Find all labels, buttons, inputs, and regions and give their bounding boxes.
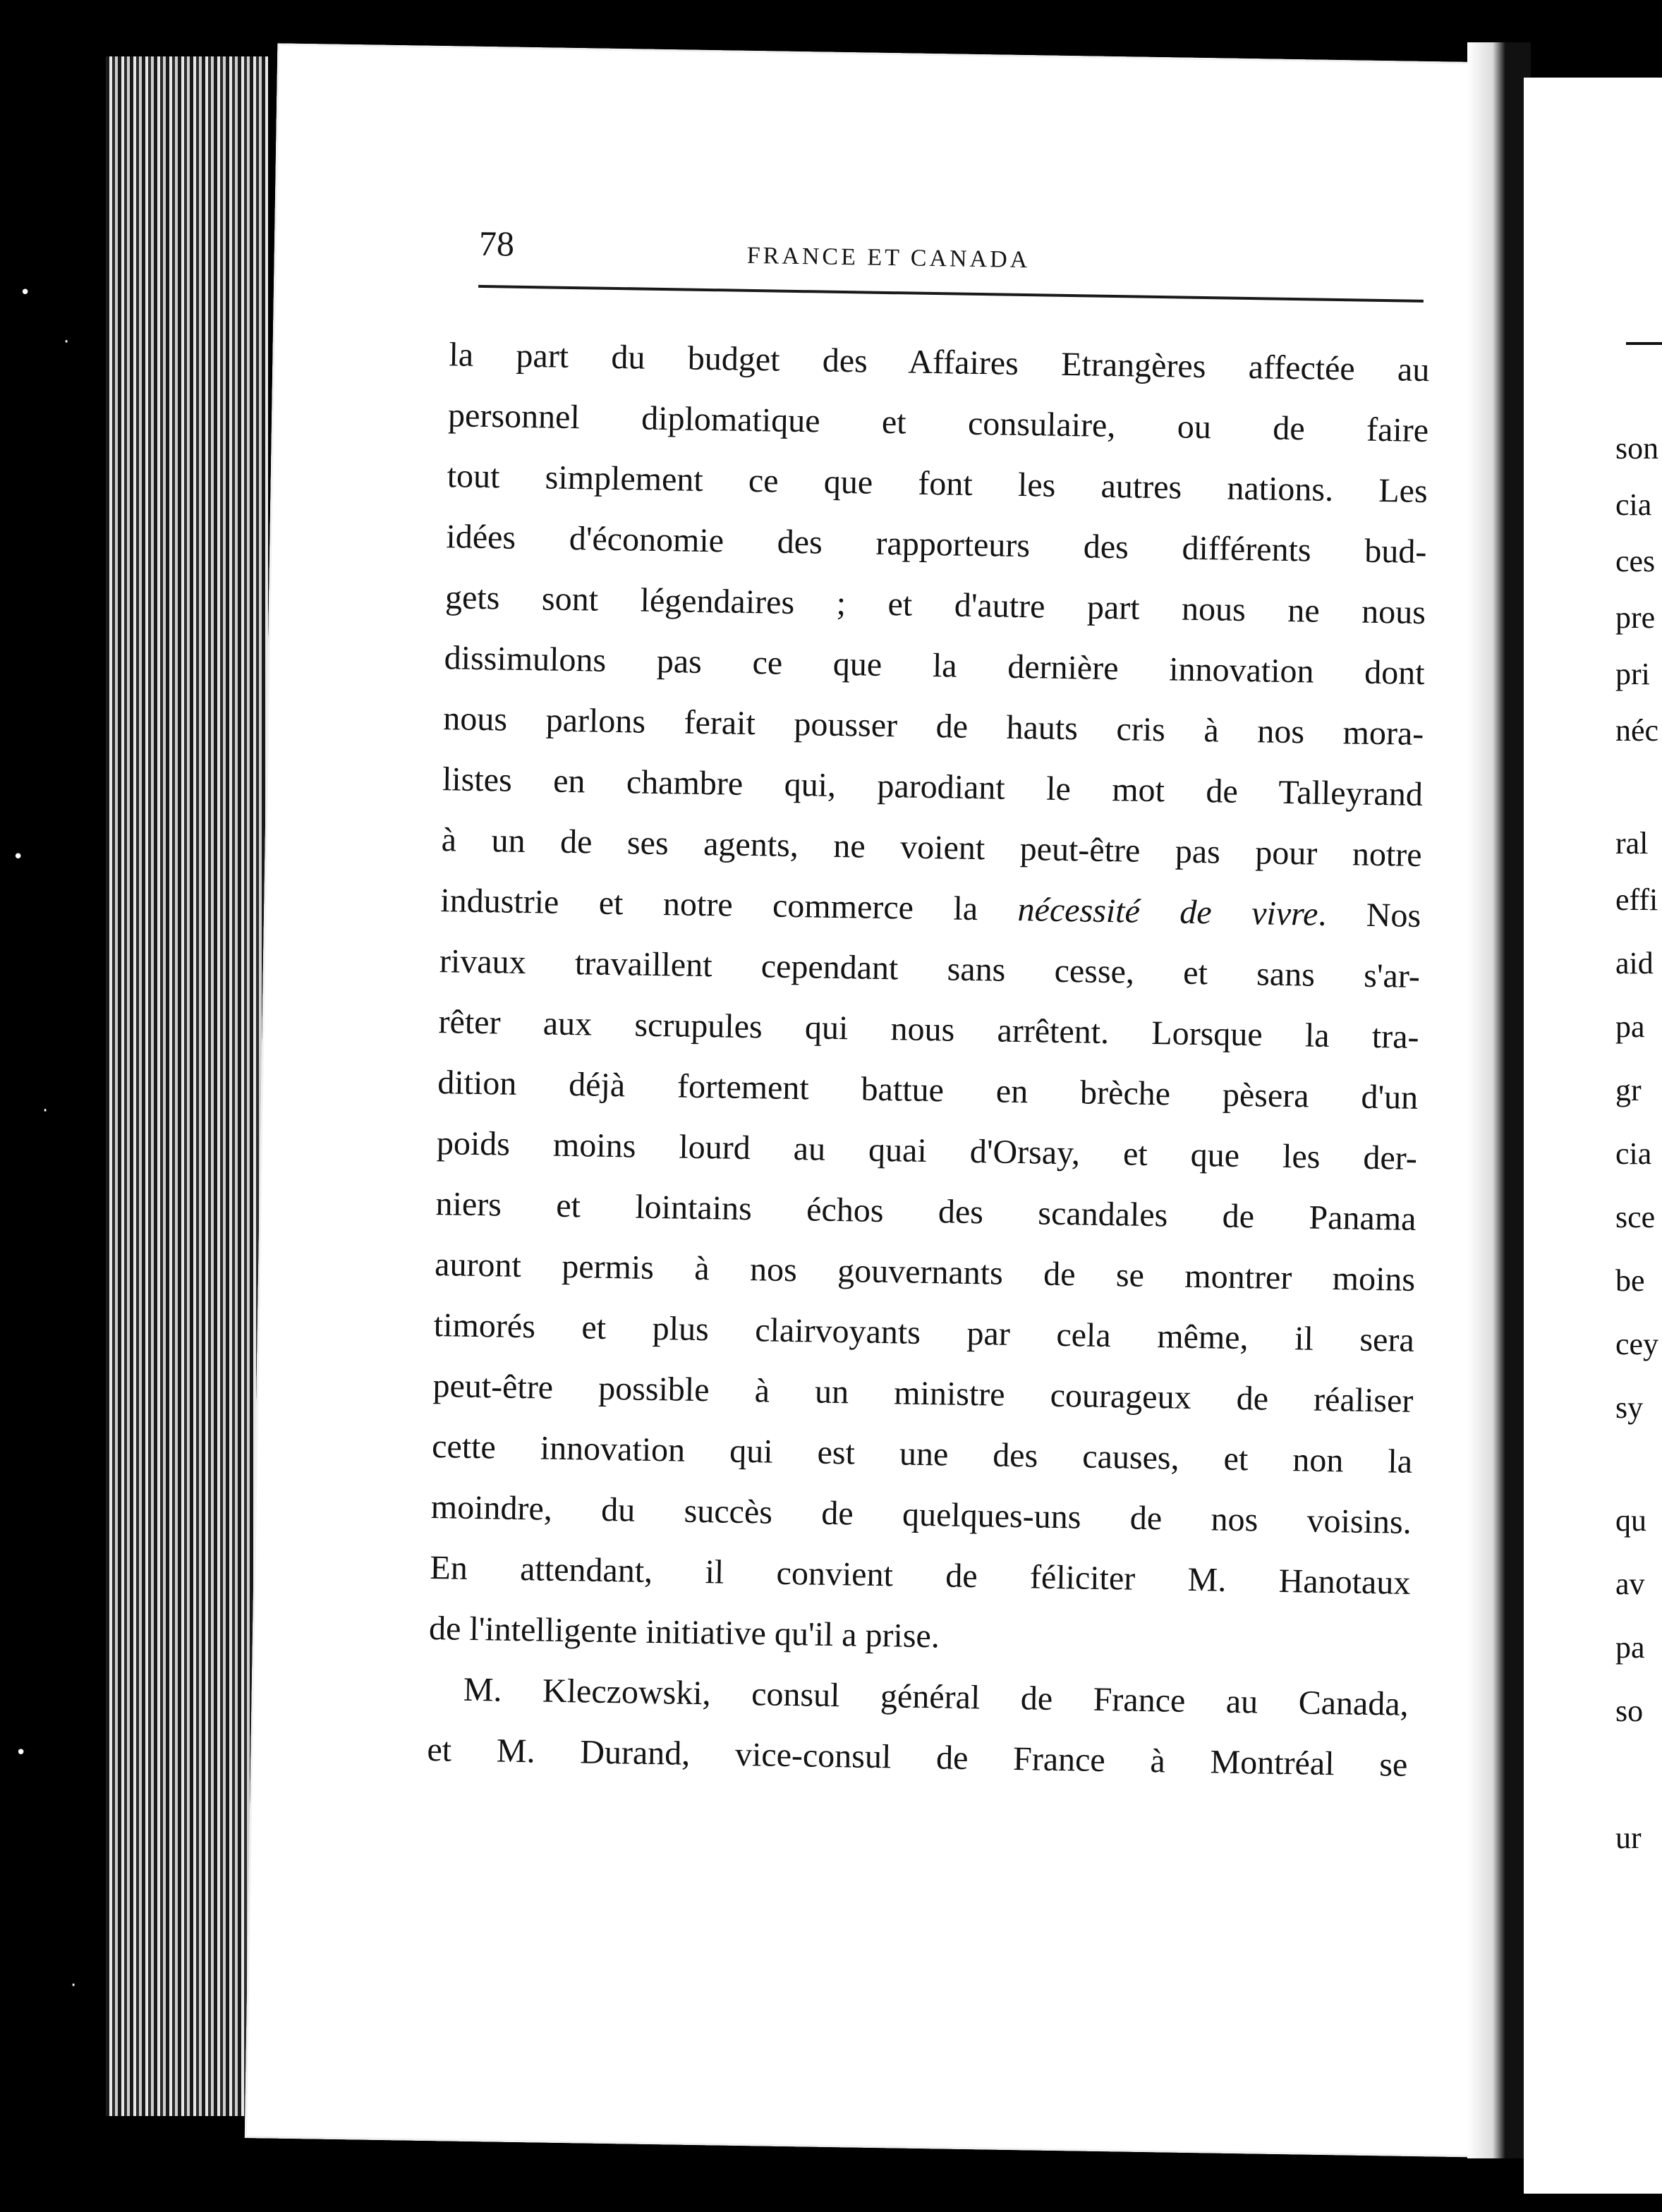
text-line: listes en chambre qui, parodiant le mot de Talleyrand (442, 760, 1424, 813)
facing-page-word-fragment: effi (1615, 882, 1658, 917)
text-line: En attendant, il convient de féliciter M. Hanotaux (430, 1549, 1411, 1602)
text-segment: industrie et notre commerce la (439, 882, 978, 928)
facing-page-word-fragment: son (1615, 431, 1659, 466)
book-gutter (1467, 42, 1531, 2158)
facing-page-word-fragment: sce (1615, 1200, 1656, 1234)
facing-page-fragment (1524, 78, 1662, 2194)
page-stack-edges (106, 56, 268, 2116)
facing-page-word-fragment: be (1615, 1263, 1645, 1298)
facing-page-word-fragment: pa (1615, 1009, 1645, 1044)
facing-page-word-fragment: cey (1615, 1327, 1659, 1361)
text-line: gets sont légendaires ; et d'autre part nous ne nous (444, 578, 1426, 632)
text-line: rivaux travaillent cependant sans cesse, et sans s'ar- (439, 942, 1421, 995)
facing-page-word-fragment: so (1615, 1694, 1644, 1728)
text-line: rêter aux scrupules qui nous arrêtent. Lorsque la tra- (438, 1003, 1419, 1056)
text-line: moindre, du succès de quelques-uns de nos voisins. (430, 1488, 1412, 1541)
page-header (478, 223, 1424, 294)
text-line: poids moins lourd au quai d'Orsay, et que les der- (436, 1124, 1418, 1177)
text-line: à un de ses agents, ne voient peut-être pas pour notre (441, 821, 1422, 874)
page-number: 78 (478, 223, 515, 264)
text-line: dissimulons pas ce que la dernière innovation dont (444, 639, 1426, 693)
facing-page-word-fragment: pre (1615, 600, 1656, 635)
text-line: dition déjà fortement battue en brèche pèsera d'un (437, 1064, 1419, 1117)
facing-page-word-fragment: pri (1615, 657, 1650, 691)
text-line: peut-être possible à un ministre courageux de réaliser (432, 1367, 1414, 1420)
text-line: niers et lointains échos des scandales de Panama (435, 1185, 1417, 1238)
book-page (245, 43, 1519, 2157)
italic-phrase: nécessité de vivre (1017, 890, 1318, 933)
facing-page-word-fragment: cia (1615, 487, 1652, 522)
text-line: nous parlons ferait pousser de hauts cris à nos mora- (443, 700, 1424, 753)
text-line: cette innovation qui est une des causes, et non la (431, 1428, 1413, 1481)
facing-page-word-fragment: qu (1615, 1503, 1646, 1538)
text-line: auront permis à nos gouvernants de se montrer moins (434, 1246, 1416, 1299)
facing-page-word-fragment: néc (1615, 713, 1659, 748)
facing-page-word-fragment: sy (1615, 1390, 1644, 1425)
facing-page-word-fragment: av (1615, 1567, 1645, 1601)
facing-page-word-fragment: ces (1615, 544, 1656, 578)
facing-page-word-fragment: cia (1615, 1136, 1652, 1171)
text-line: idées d'économie des rapporteurs des différents bud- (446, 518, 1427, 571)
scan-margin-specks: • · • · • · (13, 282, 77, 1996)
text-line: de l'intelligente initiative qu'il a prise. (428, 1610, 940, 1655)
text-line: M. Kleczowski, consul général de France au Canada, (463, 1670, 1409, 1723)
facing-page-word-fragment: ral (1615, 826, 1649, 861)
text-line: timorés et plus clairvoyants par cela même, il sera (433, 1306, 1415, 1359)
text-segment: . Nos (1317, 895, 1421, 935)
facing-page-header-rule (1626, 342, 1662, 345)
page-body-text (427, 324, 1430, 1796)
facing-page-word-fragment: gr (1615, 1073, 1642, 1107)
facing-page-word-fragment: ur (1615, 1821, 1642, 1855)
text-line: la part du budget des Affaires Etrangères affectée au (449, 336, 1430, 389)
facing-page-word-fragment: pa (1615, 1630, 1645, 1665)
text-line: et M. Durand, vice-consul de France à Montréal se (427, 1730, 1408, 1784)
text-line: tout simplement ce que font les autres nations. Les (447, 457, 1429, 511)
running-title: FRANCE ET CANADA (746, 242, 1031, 274)
facing-page-word-fragment: aid (1615, 946, 1654, 980)
text-line: personnel diplomatique et consulaire, ou de faire (447, 396, 1429, 450)
